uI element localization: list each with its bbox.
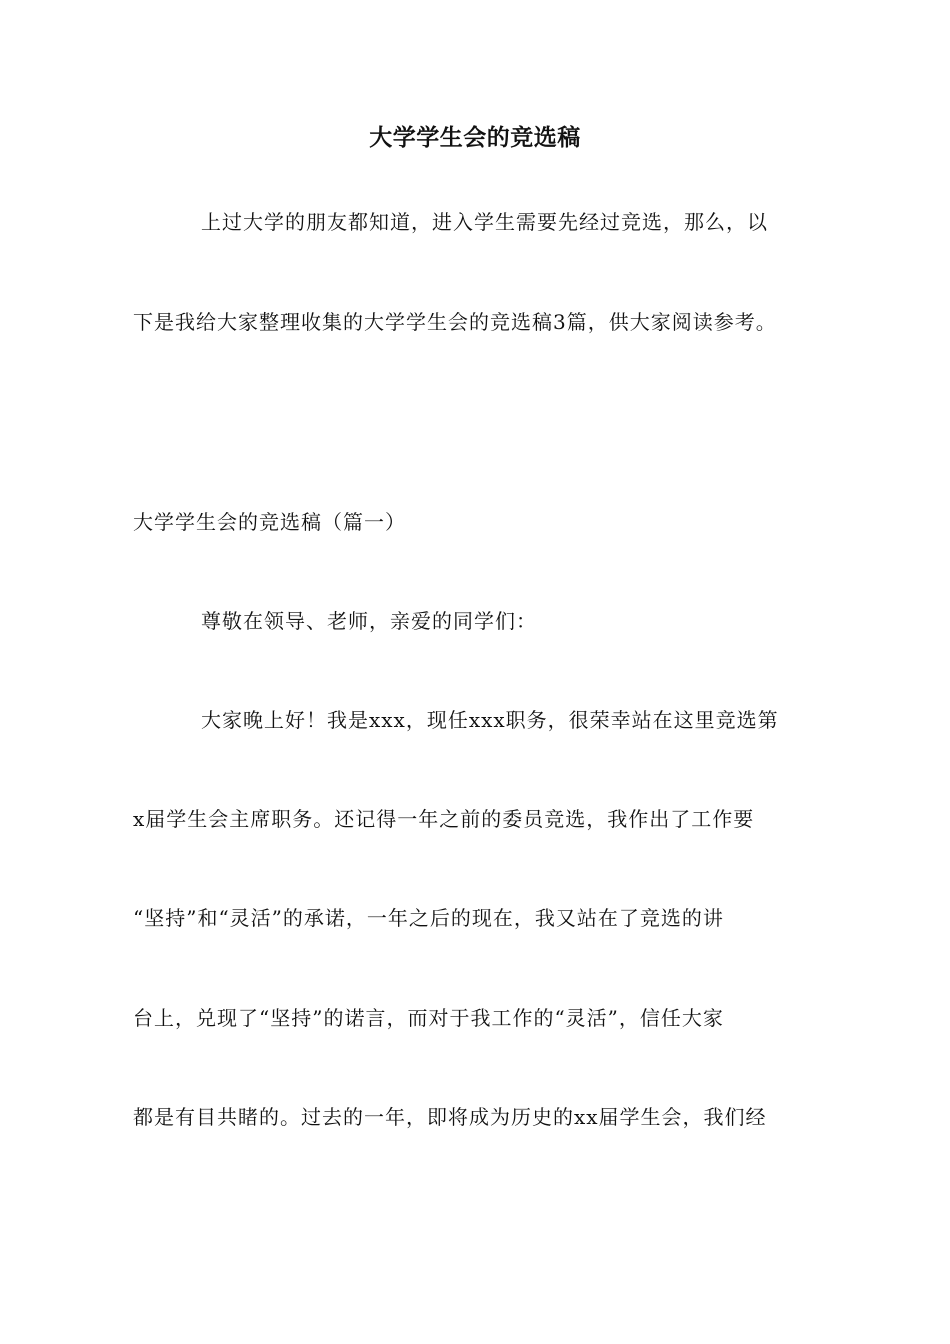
paragraph-line: 都是有目共睹的。过去的一年，即将成为历史的xx届学生会，我们经 — [133, 1105, 767, 1129]
paragraph-line: “坚持”和“灵活”的承诺，一年之后的现在，我又站在了竞选的讲 — [133, 906, 724, 930]
paragraph-line: 上过大学的朋友都知道，进入学生需要先经过竞选，那么，以 — [201, 210, 768, 234]
document-title: 大学学生会的竞选稿 — [369, 125, 581, 151]
paragraph-line: x届学生会主席职务。还记得一年之前的委员竞选，我作出了工作要 — [133, 807, 755, 831]
salutation-line: 尊敬在领导、老师，亲爱的同学们： — [201, 609, 537, 633]
paragraph-line: 下是我给大家整理收集的大学学生会的竞选稿3篇，供大家阅读参考。 — [133, 310, 777, 334]
paragraph-line: 台上，兑现了“坚持”的诺言，而对于我工作的“灵活”，信任大家 — [133, 1006, 724, 1030]
paragraph-line: 大家晚上好！我是xxx，现任xxx职务，很荣幸站在这里竞选第 — [201, 708, 779, 732]
section-heading: 大学学生会的竞选稿（篇一） — [133, 510, 406, 534]
